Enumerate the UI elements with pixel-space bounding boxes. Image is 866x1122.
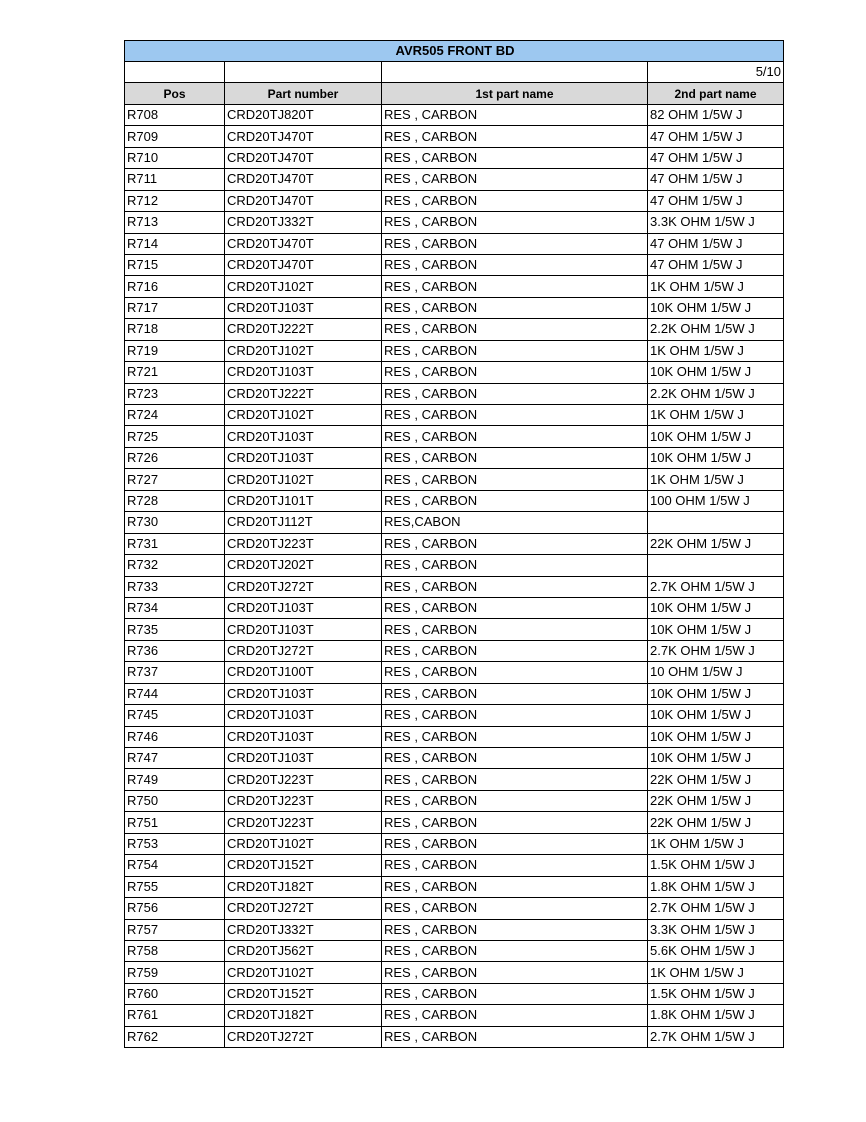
table-body (125, 104, 784, 1047)
table-row (125, 512, 784, 533)
cell-1st-part-name: RES , CARBON (382, 1005, 648, 1026)
cell-2nd-part-name: 10K OHM 1/5W J (648, 426, 784, 447)
cell-2nd-part-name: 10K OHM 1/5W J (648, 362, 784, 383)
cell-part-number: CRD20TJ470T (225, 147, 382, 168)
cell-pos: R749 (125, 769, 225, 790)
cell-1st-part-name: RES , CARBON (382, 640, 648, 661)
cell-pos: R714 (125, 233, 225, 254)
cell-pos: R710 (125, 147, 225, 168)
cell-2nd-part-name: 2.2K OHM 1/5W J (648, 383, 784, 404)
table-row (125, 748, 784, 769)
cell-part-number: CRD20TJ202T (225, 555, 382, 576)
cell-pos: R746 (125, 726, 225, 747)
table-row (125, 705, 784, 726)
cell-2nd-part-name: 47 OHM 1/5W J (648, 147, 784, 168)
cell-2nd-part-name (648, 555, 784, 576)
cell-part-number: CRD20TJ103T (225, 619, 382, 640)
cell-pos: R730 (125, 512, 225, 533)
column-header-pos: Pos (125, 83, 225, 104)
cell-1st-part-name: RES , CARBON (382, 833, 648, 854)
cell-part-number: CRD20TJ332T (225, 919, 382, 940)
cell-pos: R744 (125, 683, 225, 704)
cell-2nd-part-name: 22K OHM 1/5W J (648, 533, 784, 554)
cell-part-number: CRD20TJ222T (225, 383, 382, 404)
blank-cell (125, 62, 225, 83)
cell-2nd-part-name: 10K OHM 1/5W J (648, 597, 784, 618)
cell-1st-part-name: RES , CARBON (382, 790, 648, 811)
table-row (125, 640, 784, 661)
cell-pos: R726 (125, 447, 225, 468)
title-row (125, 41, 784, 62)
cell-1st-part-name: RES , CARBON (382, 104, 648, 125)
table-row (125, 683, 784, 704)
cell-part-number: CRD20TJ103T (225, 297, 382, 318)
table-row (125, 790, 784, 811)
cell-2nd-part-name: 1K OHM 1/5W J (648, 962, 784, 983)
cell-1st-part-name: RES , CARBON (382, 748, 648, 769)
cell-2nd-part-name: 47 OHM 1/5W J (648, 169, 784, 190)
table-row (125, 833, 784, 854)
cell-2nd-part-name: 1.5K OHM 1/5W J (648, 855, 784, 876)
cell-1st-part-name: RES , CARBON (382, 812, 648, 833)
cell-part-number: CRD20TJ102T (225, 276, 382, 297)
cell-1st-part-name: RES , CARBON (382, 983, 648, 1004)
cell-pos: R731 (125, 533, 225, 554)
table-row (125, 319, 784, 340)
table-row (125, 1026, 784, 1047)
table-row (125, 855, 784, 876)
cell-1st-part-name: RES , CARBON (382, 383, 648, 404)
cell-2nd-part-name: 10K OHM 1/5W J (648, 447, 784, 468)
cell-pos: R750 (125, 790, 225, 811)
cell-1st-part-name: RES , CARBON (382, 340, 648, 361)
cell-pos: R721 (125, 362, 225, 383)
cell-pos: R727 (125, 469, 225, 490)
table-row (125, 383, 784, 404)
cell-part-number: CRD20TJ223T (225, 533, 382, 554)
table-row (125, 126, 784, 147)
cell-1st-part-name: RES , CARBON (382, 898, 648, 919)
table-row (125, 362, 784, 383)
cell-2nd-part-name: 3.3K OHM 1/5W J (648, 919, 784, 940)
cell-1st-part-name: RES , CARBON (382, 169, 648, 190)
table-row (125, 576, 784, 597)
cell-part-number: CRD20TJ102T (225, 340, 382, 361)
cell-2nd-part-name: 22K OHM 1/5W J (648, 769, 784, 790)
table-row (125, 276, 784, 297)
cell-1st-part-name: RES , CARBON (382, 319, 648, 340)
cell-part-number: CRD20TJ562T (225, 940, 382, 961)
cell-part-number: CRD20TJ101T (225, 490, 382, 511)
cell-part-number: CRD20TJ223T (225, 812, 382, 833)
cell-part-number: CRD20TJ820T (225, 104, 382, 125)
cell-pos: R759 (125, 962, 225, 983)
cell-part-number: CRD20TJ103T (225, 748, 382, 769)
cell-part-number: CRD20TJ103T (225, 683, 382, 704)
cell-2nd-part-name: 1K OHM 1/5W J (648, 833, 784, 854)
cell-2nd-part-name: 2.7K OHM 1/5W J (648, 640, 784, 661)
cell-pos: R718 (125, 319, 225, 340)
cell-part-number: CRD20TJ103T (225, 705, 382, 726)
cell-1st-part-name: RES , CARBON (382, 919, 648, 940)
cell-part-number: CRD20TJ182T (225, 876, 382, 897)
cell-1st-part-name: RES , CARBON (382, 147, 648, 168)
table-row (125, 962, 784, 983)
cell-2nd-part-name: 10K OHM 1/5W J (648, 748, 784, 769)
cell-part-number: CRD20TJ272T (225, 898, 382, 919)
cell-1st-part-name: RES , CARBON (382, 940, 648, 961)
cell-part-number: CRD20TJ102T (225, 962, 382, 983)
cell-pos: R756 (125, 898, 225, 919)
cell-part-number: CRD20TJ272T (225, 1026, 382, 1047)
cell-2nd-part-name: 1K OHM 1/5W J (648, 276, 784, 297)
cell-part-number: CRD20TJ152T (225, 983, 382, 1004)
cell-2nd-part-name: 10 OHM 1/5W J (648, 662, 784, 683)
cell-2nd-part-name: 47 OHM 1/5W J (648, 233, 784, 254)
table-row (125, 190, 784, 211)
parts-table (124, 40, 784, 1048)
cell-pos: R760 (125, 983, 225, 1004)
cell-2nd-part-name: 22K OHM 1/5W J (648, 790, 784, 811)
table-row (125, 940, 784, 961)
cell-2nd-part-name: 1.8K OHM 1/5W J (648, 876, 784, 897)
column-header-part-number: Part number (225, 83, 382, 104)
cell-1st-part-name: RES , CARBON (382, 362, 648, 383)
table-row (125, 769, 784, 790)
cell-pos: R735 (125, 619, 225, 640)
cell-part-number: CRD20TJ470T (225, 254, 382, 275)
cell-2nd-part-name: 10K OHM 1/5W J (648, 297, 784, 318)
cell-1st-part-name: RES , CARBON (382, 469, 648, 490)
cell-part-number: CRD20TJ112T (225, 512, 382, 533)
cell-pos: R745 (125, 705, 225, 726)
cell-part-number: CRD20TJ103T (225, 362, 382, 383)
cell-1st-part-name: RES , CARBON (382, 705, 648, 726)
cell-2nd-part-name: 3.3K OHM 1/5W J (648, 212, 784, 233)
cell-part-number: CRD20TJ100T (225, 662, 382, 683)
cell-2nd-part-name: 2.7K OHM 1/5W J (648, 576, 784, 597)
cell-1st-part-name: RES , CARBON (382, 490, 648, 511)
cell-part-number: CRD20TJ222T (225, 319, 382, 340)
cell-pos: R733 (125, 576, 225, 597)
table-row (125, 619, 784, 640)
cell-1st-part-name: RES , CARBON (382, 405, 648, 426)
blank-cell (382, 62, 648, 83)
cell-2nd-part-name: 1K OHM 1/5W J (648, 469, 784, 490)
table-row (125, 919, 784, 940)
cell-1st-part-name: RES , CARBON (382, 1026, 648, 1047)
cell-pos: R758 (125, 940, 225, 961)
cell-1st-part-name: RES , CARBON (382, 447, 648, 468)
cell-part-number: CRD20TJ102T (225, 405, 382, 426)
table-row (125, 662, 784, 683)
table-row (125, 426, 784, 447)
table-row (125, 876, 784, 897)
cell-pos: R719 (125, 340, 225, 361)
table-row (125, 212, 784, 233)
cell-pos: R762 (125, 1026, 225, 1047)
cell-part-number: CRD20TJ470T (225, 126, 382, 147)
cell-pos: R732 (125, 555, 225, 576)
column-header-1st-part-name: 1st part name (382, 83, 648, 104)
table-row (125, 469, 784, 490)
table-row (125, 597, 784, 618)
table-row (125, 1005, 784, 1026)
cell-pos: R723 (125, 383, 225, 404)
table-row (125, 340, 784, 361)
cell-part-number: CRD20TJ102T (225, 833, 382, 854)
page-number: 5/10 (648, 62, 784, 83)
table-row (125, 254, 784, 275)
cell-1st-part-name: RES , CARBON (382, 597, 648, 618)
cell-1st-part-name: RES , CARBON (382, 662, 648, 683)
cell-part-number: CRD20TJ223T (225, 790, 382, 811)
table-row (125, 812, 784, 833)
cell-2nd-part-name: 2.7K OHM 1/5W J (648, 898, 784, 919)
cell-1st-part-name: RES , CARBON (382, 426, 648, 447)
cell-pos: R712 (125, 190, 225, 211)
cell-2nd-part-name: 47 OHM 1/5W J (648, 126, 784, 147)
cell-1st-part-name: RES , CARBON (382, 190, 648, 211)
cell-1st-part-name: RES , CARBON (382, 297, 648, 318)
cell-2nd-part-name: 1K OHM 1/5W J (648, 405, 784, 426)
cell-part-number: CRD20TJ470T (225, 233, 382, 254)
cell-1st-part-name: RES , CARBON (382, 233, 648, 254)
cell-pos: R755 (125, 876, 225, 897)
cell-pos: R717 (125, 297, 225, 318)
cell-1st-part-name: RES , CARBON (382, 276, 648, 297)
table-row (125, 447, 784, 468)
cell-part-number: CRD20TJ152T (225, 855, 382, 876)
blank-cell (225, 62, 382, 83)
cell-part-number: CRD20TJ103T (225, 597, 382, 618)
cell-2nd-part-name: 2.7K OHM 1/5W J (648, 1026, 784, 1047)
cell-part-number: CRD20TJ223T (225, 769, 382, 790)
table-row (125, 169, 784, 190)
cell-pos: R709 (125, 126, 225, 147)
table-row (125, 297, 784, 318)
cell-part-number: CRD20TJ103T (225, 726, 382, 747)
table-row (125, 104, 784, 125)
cell-pos: R737 (125, 662, 225, 683)
cell-2nd-part-name: 82 OHM 1/5W J (648, 104, 784, 125)
table-row (125, 726, 784, 747)
cell-1st-part-name: RES , CARBON (382, 619, 648, 640)
cell-pos: R734 (125, 597, 225, 618)
cell-part-number: CRD20TJ470T (225, 190, 382, 211)
cell-1st-part-name: RES , CARBON (382, 769, 648, 790)
cell-1st-part-name: RES , CARBON (382, 876, 648, 897)
cell-2nd-part-name: 10K OHM 1/5W J (648, 705, 784, 726)
cell-1st-part-name: RES,CABON (382, 512, 648, 533)
table-row (125, 983, 784, 1004)
page-row (125, 62, 784, 83)
cell-2nd-part-name: 10K OHM 1/5W J (648, 683, 784, 704)
cell-pos: R716 (125, 276, 225, 297)
cell-1st-part-name: RES , CARBON (382, 962, 648, 983)
cell-part-number: CRD20TJ103T (225, 426, 382, 447)
table-row (125, 555, 784, 576)
cell-1st-part-name: RES , CARBON (382, 533, 648, 554)
cell-2nd-part-name: 2.2K OHM 1/5W J (648, 319, 784, 340)
cell-part-number: CRD20TJ103T (225, 447, 382, 468)
cell-2nd-part-name: 10K OHM 1/5W J (648, 619, 784, 640)
cell-1st-part-name: RES , CARBON (382, 126, 648, 147)
cell-pos: R711 (125, 169, 225, 190)
cell-1st-part-name: RES , CARBON (382, 576, 648, 597)
cell-pos: R713 (125, 212, 225, 233)
table-row (125, 533, 784, 554)
table-row (125, 490, 784, 511)
cell-pos: R725 (125, 426, 225, 447)
cell-part-number: CRD20TJ102T (225, 469, 382, 490)
cell-2nd-part-name: 47 OHM 1/5W J (648, 254, 784, 275)
cell-2nd-part-name: 10K OHM 1/5W J (648, 726, 784, 747)
cell-pos: R728 (125, 490, 225, 511)
cell-part-number: CRD20TJ332T (225, 212, 382, 233)
cell-pos: R753 (125, 833, 225, 854)
cell-pos: R736 (125, 640, 225, 661)
cell-part-number: CRD20TJ272T (225, 576, 382, 597)
table-row (125, 898, 784, 919)
cell-2nd-part-name: 1K OHM 1/5W J (648, 340, 784, 361)
cell-2nd-part-name: 1.8K OHM 1/5W J (648, 1005, 784, 1026)
cell-2nd-part-name (648, 512, 784, 533)
column-header-2nd-part-name: 2nd part name (648, 83, 784, 104)
cell-2nd-part-name: 22K OHM 1/5W J (648, 812, 784, 833)
cell-part-number: CRD20TJ470T (225, 169, 382, 190)
cell-1st-part-name: RES , CARBON (382, 683, 648, 704)
cell-1st-part-name: RES , CARBON (382, 254, 648, 275)
cell-1st-part-name: RES , CARBON (382, 555, 648, 576)
table-row (125, 147, 784, 168)
table-title: AVR505 FRONT BD (125, 41, 784, 62)
cell-part-number: CRD20TJ182T (225, 1005, 382, 1026)
cell-part-number: CRD20TJ272T (225, 640, 382, 661)
cell-pos: R757 (125, 919, 225, 940)
cell-pos: R761 (125, 1005, 225, 1026)
cell-1st-part-name: RES , CARBON (382, 726, 648, 747)
table-row (125, 405, 784, 426)
cell-2nd-part-name: 47 OHM 1/5W J (648, 190, 784, 211)
cell-2nd-part-name: 5.6K OHM 1/5W J (648, 940, 784, 961)
cell-1st-part-name: RES , CARBON (382, 212, 648, 233)
cell-2nd-part-name: 1.5K OHM 1/5W J (648, 983, 784, 1004)
table-row (125, 233, 784, 254)
cell-1st-part-name: RES , CARBON (382, 855, 648, 876)
cell-pos: R708 (125, 104, 225, 125)
header-row (125, 83, 784, 104)
cell-pos: R724 (125, 405, 225, 426)
cell-2nd-part-name: 100 OHM 1/5W J (648, 490, 784, 511)
cell-pos: R715 (125, 254, 225, 275)
cell-pos: R747 (125, 748, 225, 769)
cell-pos: R751 (125, 812, 225, 833)
cell-pos: R754 (125, 855, 225, 876)
